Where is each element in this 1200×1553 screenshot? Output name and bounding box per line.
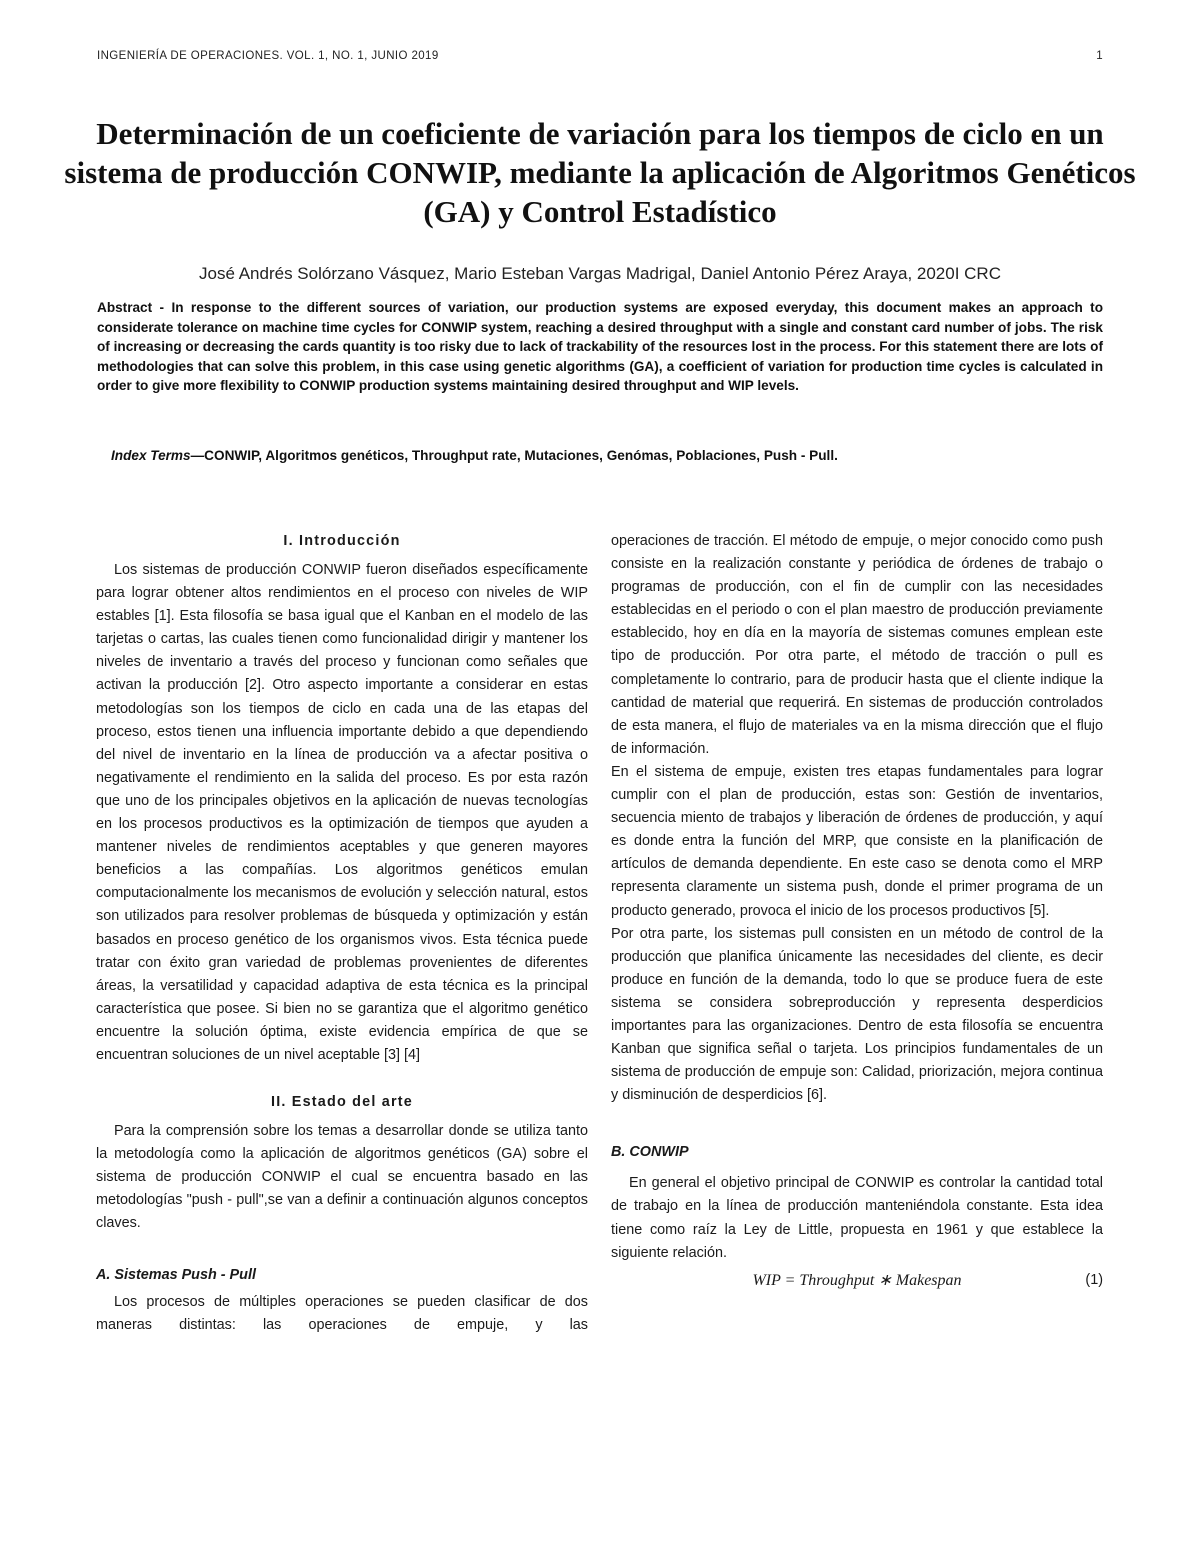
index-terms-text: —CONWIP, Algoritmos genéticos, Throughput rate, Mutaciones, Genómas, Poblaciones, Push - Pull. xyxy=(190,448,838,463)
abstract xyxy=(97,298,1103,396)
left-column xyxy=(96,530,588,1337)
journal-info: INGENIERÍA DE OPERACIONES. VOL. 1, NO. 1, JUNIO 2019 xyxy=(97,50,439,62)
abstract-text: In response to the different sources of variation, our production systems are exposed everyday, this document makes an approach to considerate tolerance on machine time cycles for CONWIP system, reaching a desired throughput with a single and constant card number of jobs. The risk of increasing or decreasing the cards quantity is too risky due to lack of trackability of the resources lost in the process. For this statement there are lots of methodologies that can solve this problem, in this case using genetic algorithms (GA), a coefficient of variation for production time cycles is calculated in order to give more flexibility to CONWIP production systems maintaining desired throughput and WIP levels. xyxy=(97,300,1104,393)
running-head xyxy=(97,50,1103,62)
equation-1 xyxy=(611,1269,1103,1295)
index-terms xyxy=(97,446,1103,466)
subsection-heading-push-pull: A. Sistemas Push - Pull xyxy=(96,1266,256,1283)
page-number: 1 xyxy=(1096,50,1103,62)
paper-title: Determinación de un coeficiente de variación para los tiempos de ciclo en un sistema de producción CONWIP, mediante la aplicación de Algoritmos Genéticos (GA) y Control Estadístico xyxy=(64,116,1136,229)
subsection-heading-conwip: B. CONWIP xyxy=(611,1144,689,1161)
intro-paragraph: Los sistemas de producción CONWIP fueron diseñados específicamente para lograr obtener altos rendimientos en el proceso con niveles de WIP estables [1]. Esta filosofía se basa igual que el Kanban en el modelo de las tarjetas o cartas, las cuales tienen como funcionalidad dirigir y mantener los niveles de inventario a través del proceso y funcionan como señales que activan la producción [2]. Otro aspecto importante a considerar en estas metodologías son los tiempos de ciclo en cada una de las etapas del proceso, estos tienen una influencia importante debido a que dependiendo del nivel de inventario en la línea de producción va a afectar positiva o negativamente el rendimiento en la salida del proceso. Es por esta razón que uno de los principales objetivos en la aplicación de nuevas tecnologías en los procesos productivos es la optimización de tiempos que ayuden a mantener niveles de rendimientos aceptables y que generen mayores beneficios a las compañías. Los algoritmos genéticos emulan computacionalmente los mecanismos de evolución y selección natural, estos son utilizados para resolver problemas de búsqueda y optimización y están basados en proceso genético de los organismos vivos. Esta técnica puede tratar con éxito gran variedad de problemas provenientes de diferentes áreas, la versatilidad y capacidad adaptiva de esta técnica es la principal característica que posee. Si bien no se garantiza que el algoritmo genético encuentre la solución óptima, existe evidencia empírica de que se encuentran soluciones de un nivel aceptable [3] [4] xyxy=(96,562,588,1063)
section-heading-introduction: I. Introducción xyxy=(283,533,401,549)
pull-system-paragraph: Por otra parte, los sistemas pull consisten en un método de control de la producción que planifica únicamente las necesidades del cliente, es decir produce en función de la demanda, todo lo que se produce fuera de este sistema se considera sobreproducción y representa desperdicios importantes para las organizaciones. Dentro de esta filosofía se encuentra Kanban que significa señal o tarjeta. Los principios fundamentales de un sistema de producción de empuje son: Calidad, priorización, mejora continua y disminución de desperdicios [6]. xyxy=(611,925,1103,1104)
push-system-paragraph: En el sistema de empuje, existen tres etapas fundamentales para lograr cumplir con el plan de producción, estas son: Gestión de inventarios, secuencia miento de trabajos y liberación de órdenes de producción, y aquí es donde entra la función del MRP, que consiste en la planificación de artículos de demanda dependiente. En este caso se denota como el MRP representa claramente un sistema push, donde el primer programa de un producto generado, provoca el inicio de los procesos productivos [5]. xyxy=(611,763,1103,919)
equation-body: WIP = Throughput ∗ Makespan xyxy=(752,1271,962,1289)
push-pull-paragraph-continued: operaciones de tracción. El método de empuje, o mejor conocido como push consiste en la realización constante y periódica de órdenes de trabajo o programas de producción, con el fin de cumplir con las necesidades establecidas en el periodo o con el plan maestro de producción previamente establecido, hoy en día en la mayoría de sistemas comunes emplean este tipo de producción. Por otra parte, el método de tracción o pull es completamente lo contrario, para de producir hasta que el cliente indique la cantidad de material que requerirá. En sistemas de producción controlados de esta manera, el flujo de materiales va en la misma dirección que el flujo de información. xyxy=(611,533,1103,757)
abstract-label: Abstract - xyxy=(97,300,165,315)
author-list: José Andrés Solórzano Vásquez, Mario Esteban Vargas Madrigal, Daniel Antonio Pérez Araya, 2020I CRC xyxy=(199,264,1001,283)
right-column xyxy=(611,530,1103,1295)
conwip-paragraph: En general el objetivo principal de CONWIP es controlar la cantidad total de trabajo en la línea de producción manteniéndola constante. Esta idea tiene como raíz la Ley de Little, propuesta en 1961 y que establece la siguiente relación. xyxy=(611,1175,1103,1261)
state-of-art-paragraph: Para la comprensión sobre los temas a desarrollar donde se utiliza tanto la metodología como la aplicación de algoritmos genéticos (GA) sobre el sistema de producción CONWIP el cual se encuentra basado en las metodologías "push - pull",se van a definir a continuación algunos conceptos claves. xyxy=(96,1123,588,1232)
index-terms-label: Index Terms xyxy=(111,448,191,463)
section-heading-state-of-art: II. Estado del arte xyxy=(271,1094,413,1111)
push-pull-paragraph-start: Los procesos de múltiples operaciones se pueden clasificar de dos maneras distintas: las operaciones de empuje, y las xyxy=(96,1293,588,1333)
equation-number: (1) xyxy=(1085,1271,1103,1288)
